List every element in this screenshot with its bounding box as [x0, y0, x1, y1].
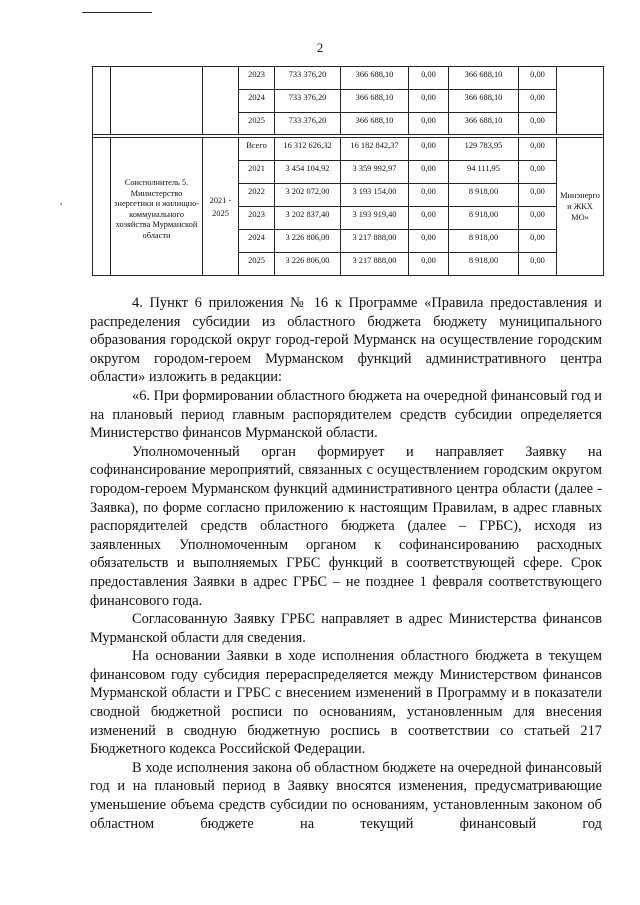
paragraph-clause-6: «6. При формировании областного бюджета на очередной финансовый год и на плановый период главным распорядителем средств субсидии определяется Министерство финансов Мурманской области.	[90, 387, 602, 442]
value-cell: 0,00	[409, 207, 449, 230]
paragraph-agreed-application: Согласованную Заявку ГРБС направляет в адрес Министерства финансов Мурманской области для сведения.	[90, 611, 602, 646]
value-cell: 0,00	[519, 230, 557, 253]
margin-mark: ,	[60, 196, 63, 206]
year-cell: 2025	[239, 113, 275, 135]
value-cell: 0,00	[519, 138, 557, 161]
value-cell: 3 359 992,97	[341, 161, 409, 184]
value-cell: 366 688,10	[449, 113, 519, 135]
year-cell: 2023	[239, 207, 275, 230]
year-cell: 2021	[239, 161, 275, 184]
value-cell: 3 226 806,00	[275, 253, 341, 276]
value-cell: 16 182 842,37	[341, 138, 409, 161]
value-cell: 0,00	[519, 67, 557, 90]
value-cell: 3 193 919,40	[341, 207, 409, 230]
value-cell: 8 918,00	[449, 207, 519, 230]
year-cell: Всего	[239, 138, 275, 161]
year-cell: 2022	[239, 184, 275, 207]
value-cell: 366 688,10	[341, 113, 409, 135]
table-cell	[111, 67, 203, 135]
value-cell: 8 918,00	[449, 230, 519, 253]
table-cell	[557, 67, 604, 135]
table-row	[93, 138, 604, 161]
value-cell: 16 312 626,32	[275, 138, 341, 161]
page-number: 2	[316, 40, 324, 55]
paragraph-amendments: В ходе исполнения закона об областном бюджете на очередной финансовый год и на плановый период в Заявку вносятся изменения, предусматривающие уменьшение объема средств субсидии по основаниям, установленным законом об областном бюджете на текущий финансовый год	[90, 759, 602, 832]
coexecutor-cell: Соисполнитель 5. Министерство энергетики и жилищно-коммунального хозяйства Мурманской области	[111, 138, 203, 276]
table-cell	[203, 67, 239, 135]
value-cell: 366 688,10	[449, 90, 519, 113]
document-body	[90, 294, 602, 833]
value-cell: 129 783,95	[449, 138, 519, 161]
value-cell: 0,00	[409, 230, 449, 253]
value-cell: 0,00	[519, 207, 557, 230]
value-cell: 366 688,10	[341, 67, 409, 90]
value-cell: 0,00	[519, 253, 557, 276]
funding-table	[92, 66, 604, 276]
year-cell: 2025	[239, 253, 275, 276]
value-cell: 0,00	[519, 90, 557, 113]
value-cell: 0,00	[519, 161, 557, 184]
value-cell: 0,00	[519, 184, 557, 207]
value-cell: 3 202 837,40	[275, 207, 341, 230]
value-cell: 0,00	[409, 161, 449, 184]
table-cell	[93, 67, 111, 135]
value-cell: 8 918,00	[449, 184, 519, 207]
table-cell	[93, 138, 111, 276]
value-cell: 3 226 806,00	[275, 230, 341, 253]
table-row	[93, 67, 604, 90]
value-cell: 94 111,95	[449, 161, 519, 184]
paragraph-application: Уполномоченный орган формирует и направляет Заявку на софинансирование мероприятий, связанных с осуществлением городским округом городом-героем Мурманском функций административного центра области (далее - Заявка), по форме согласно приложению к настоящим Правилам, в адрес главных распорядителей средств областного бюджета (далее – ГРБС), исходя из заявленных Уполномоченным органом к софинансированию расходных обязательств и выполняемых ГРБС функций в соответствующей сфере. Срок предоставления Заявки в адрес ГРБС – не позднее 1 февраля соответствующего финансового года.	[90, 443, 602, 609]
paragraph-redistribution: На основании Заявки в ходе исполнения областного бюджета в текущем финансовом году субсидия перераспределяется между Министерством финансов Мурманской области и ГРБС с внесением изменений в Программу и в показатели сводной бюджетной росписи по основаниям, установленным для внесения изменений в сводную бюджетную роспись в соответствии со статьей 217 Бюджетного кодекса Российской Федерации.	[90, 648, 602, 758]
value-cell: 366 688,10	[449, 67, 519, 90]
value-cell: 733 376,20	[275, 67, 341, 90]
value-cell: 3 454 104,92	[275, 161, 341, 184]
value-cell: 0,00	[519, 113, 557, 135]
value-cell: 0,00	[409, 253, 449, 276]
value-cell: 3 202 072,00	[275, 184, 341, 207]
value-cell: 3 217 888,00	[341, 230, 409, 253]
value-cell: 0,00	[409, 138, 449, 161]
year-cell: 2024	[239, 90, 275, 113]
year-cell: 2023	[239, 67, 275, 90]
value-cell: 3 217 888,00	[341, 253, 409, 276]
value-cell: 366 688,10	[341, 90, 409, 113]
top-rule	[82, 12, 152, 13]
period-cell: 2021 - 2025	[203, 138, 239, 276]
value-cell: 0,00	[409, 184, 449, 207]
value-cell: 8 918,00	[449, 253, 519, 276]
paragraph-item-4: 4. Пункт 6 приложения № 16 к Программе «Правила предоставления и распределения субсидии из областного бюджета бюджету муниципального образования городской округ город-герой Мурманск на осуществление городским округом городом-героем Мурманском функций административного центра области» изложить в редакции:	[90, 295, 602, 386]
value-cell: 733 376,20	[275, 90, 341, 113]
value-cell: 0,00	[409, 113, 449, 135]
responsible-cell: Минэнерго и ЖКХ МО»	[557, 138, 604, 276]
value-cell: 0,00	[409, 90, 449, 113]
year-cell: 2024	[239, 230, 275, 253]
value-cell: 3 193 154,00	[341, 184, 409, 207]
value-cell: 733 376,20	[275, 113, 341, 135]
value-cell: 0,00	[409, 67, 449, 90]
